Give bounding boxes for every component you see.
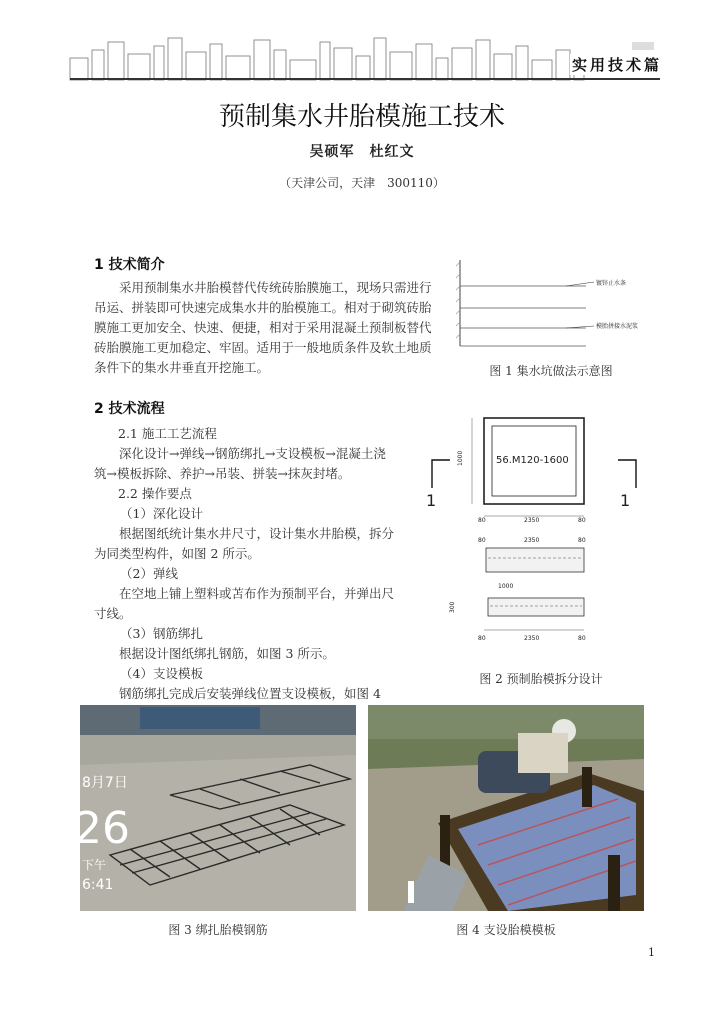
figure-3-overlay-ampm: 下午 [82, 858, 107, 872]
step-1-title: （1）深化设计 [120, 506, 203, 521]
figure-2-diagram [426, 408, 646, 648]
figure-2-caption: 图 2 预制胎模拆分设计 [479, 672, 603, 686]
figure-2-dim-side-3: 80 [478, 537, 486, 544]
process-flow-text: 深化设计→弹线→钢筋绑扎→支设模板→混凝土浇筑→模板拆除、养护→吊装、拼装→抹灰封堵。 [94, 446, 386, 481]
page-number: 1 [648, 946, 655, 959]
step-4-title: （4）支设模板 [120, 666, 203, 681]
step-2-text: 在空地上铺上塑料或苫布作为预制平台，并弹出尺寸线。 [94, 586, 395, 621]
section-1-paragraph: 采用预制集水井胎模替代传统砖胎膜施工，现场只需进行吊运、拼装即可快速完成集水井的胎模施工。相对于砌筑砖胎膜施工更加安全、快速、便捷，相对于采用混凝土预制板替代砖胎膜施工更加稳定、牢固。适用于一般地质条件及软土地质条件下的集水井垂直开挖施工。 [94, 280, 432, 375]
section-1-body [94, 278, 432, 378]
header-section-tag: 实用技术篇 [572, 56, 663, 74]
figure-2-section-mark-left: 1 [426, 491, 437, 510]
figure-3-photo-image [74, 705, 356, 911]
figure-2-dim-width-1: 2350 [524, 517, 540, 524]
figure-3-overlay-num: 26 [74, 803, 130, 854]
figure-2-dim-side-4: 80 [578, 537, 586, 544]
step-1-text: 根据图纸统计集水井尺寸，设计集水井胎模，拆分为同类型构件，如图 2 所示。 [94, 526, 395, 561]
section-1-heading: 1 技术简介 [94, 257, 165, 273]
section-2-body [94, 424, 394, 724]
figure-4-caption: 图 4 支设胎模模板 [456, 923, 556, 937]
article-title: 预制集水井胎模施工技术 [218, 102, 505, 132]
figure-2-dim-side-5: 80 [478, 635, 486, 642]
figure-2-dim-side-2: 80 [578, 517, 586, 524]
figure-2-dim-top-2: 1000 [498, 583, 514, 590]
figure-2-plan-text: 56.M120-1600 [496, 455, 569, 466]
figure-1-label-bottom: 模胎拼接水泥浆 [596, 323, 639, 330]
figure-2-dim-side-6: 80 [578, 635, 586, 642]
step-3-text: 根据设计图纸绑扎钢筋，如图 3 所示。 [119, 646, 335, 661]
subsection-2-2-title: 2.2 操作要点 [118, 486, 192, 501]
step-4-text: 钢筋绑扎完成后安装弹线位置支设模板，如图 4 [119, 686, 381, 701]
article-authors: 吴硕军 杜红文 [309, 144, 415, 160]
figure-2-dim-side-1: 80 [478, 517, 486, 524]
figure-3-overlay-date: 8月7日 [82, 775, 128, 791]
figure-1-diagram [456, 256, 646, 356]
figure-3-photo [74, 705, 356, 911]
figure-1-label-top: 镀锌止水条 [596, 280, 627, 287]
figure-4-photo-image [368, 705, 644, 911]
figure-3-overlay-time: 6:41 [82, 877, 114, 893]
figure-2-dim-width-2: 2350 [524, 537, 540, 544]
figure-2-dim-width-3: 2350 [524, 635, 540, 642]
figure-4-photo [368, 705, 644, 911]
section-2-heading: 2 技术流程 [94, 401, 165, 417]
step-3-title: （3）钢筋绑扎 [120, 626, 203, 641]
article-affiliation: （天津公司，天津 300110） [279, 176, 445, 190]
subsection-2-1-title: 2.1 施工工艺流程 [118, 426, 217, 441]
header-rule [70, 78, 660, 80]
figure-1-caption: 图 1 集水坑做法示意图 [489, 364, 613, 378]
figure-2-dim-top: 1000 [457, 450, 464, 466]
figure-2-dim-height: 300 [449, 601, 456, 613]
figure-2-section-mark-right: 1 [620, 491, 631, 510]
figure-3-caption: 图 3 绑扎胎模钢筋 [168, 923, 268, 937]
step-2-title: （2）弹线 [120, 566, 178, 581]
